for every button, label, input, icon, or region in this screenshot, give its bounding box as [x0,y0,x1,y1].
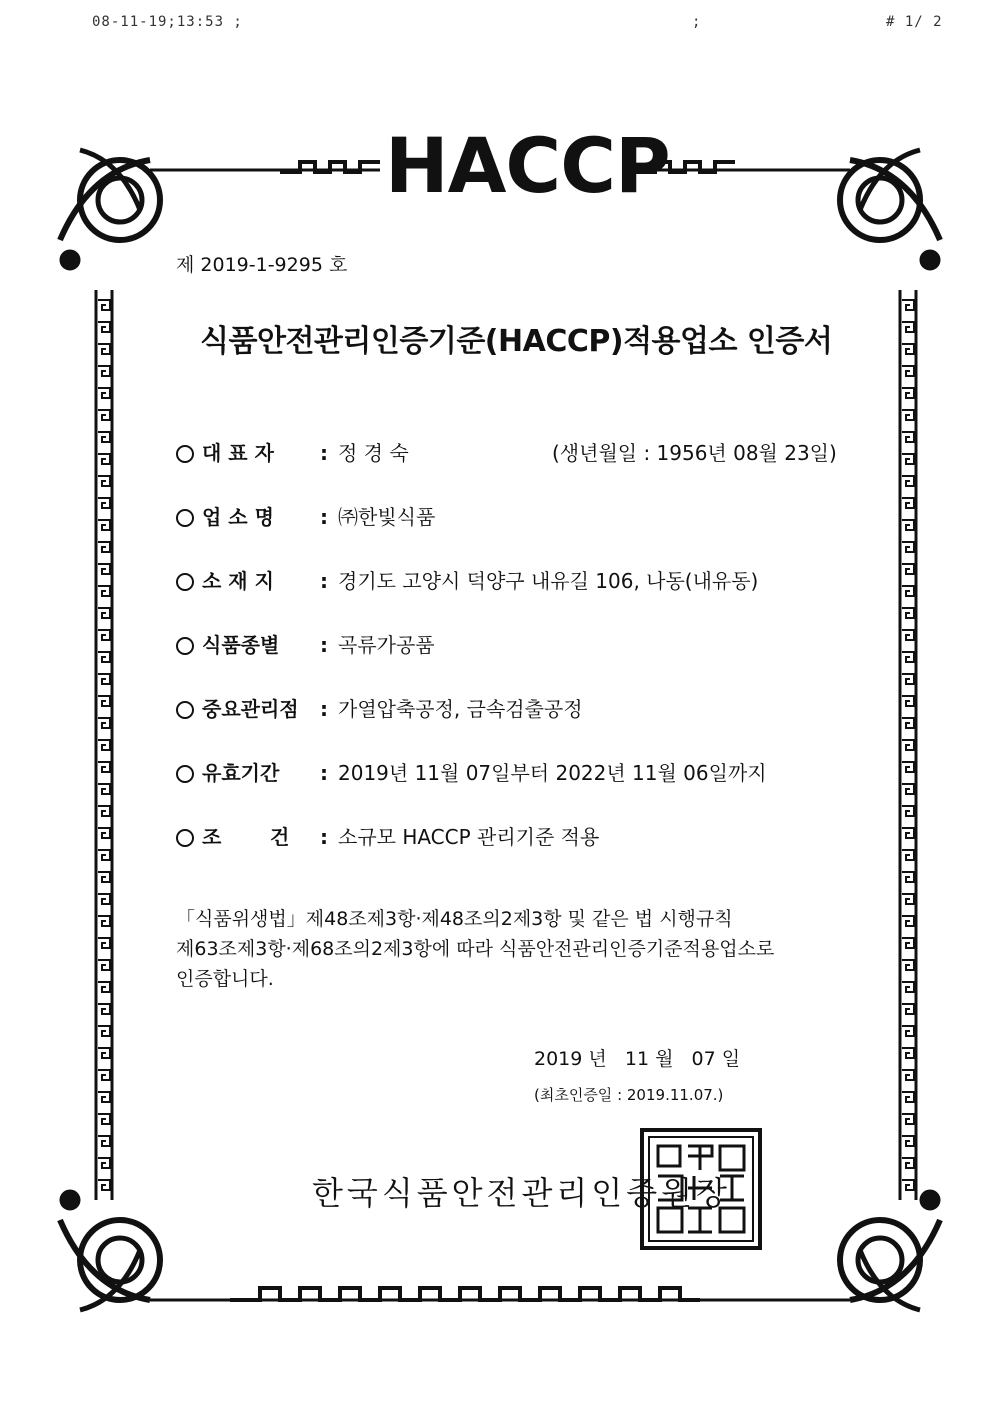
statement-line: 인증합니다. [176,968,274,990]
field-colon: : [320,569,328,593]
greek-key-segment [902,828,914,838]
field-value: 가열압축공정, 금속검출공정 [338,697,583,721]
greek-key-segment [98,828,110,838]
field-value: 소규모 HACCP 관리기준 적용 [338,825,600,849]
greek-key-segment [98,388,110,398]
field-food-type [176,630,435,660]
greek-key-segment [902,916,914,926]
greek-key-segment [902,630,914,640]
greek-key-segment [902,938,914,948]
bullet-circle-icon [176,765,194,783]
field-label: 식품종별 [202,633,280,657]
greek-key-segment [902,1048,914,1058]
field-label: 소 재 지 [202,569,274,593]
greek-key-segment [98,696,110,706]
greek-key-segment [98,542,110,552]
greek-key-segment [98,498,110,508]
greek-key-segment [902,784,914,794]
field-value: 정 경 숙 [338,441,409,465]
greek-key-segment [902,740,914,750]
greek-key-segment [902,608,914,618]
greek-key-segment [902,696,914,706]
greek-key-segment [902,652,914,662]
greek-key-segment [98,1070,110,1080]
greek-key-segment [902,322,914,332]
statement-line: 제63조제3항·제68조의2제3항에 따라 식품안전관리인증기준적용업소로 [176,938,775,960]
field-value: ㈜한빛식품 [338,505,436,529]
greek-key-segment [902,806,914,816]
greek-key-segment [98,520,110,530]
greek-key-segment [98,1004,110,1014]
greek-key-segment [98,718,110,728]
field-address [176,566,758,596]
field-label: 중요관리점 [202,697,299,721]
greek-key-segment [902,1158,914,1168]
greek-key-segment [98,762,110,772]
greek-key-segment [98,1136,110,1146]
greek-key-segment [98,938,110,948]
greek-key-segment [98,1180,110,1190]
greek-key-segment [902,1092,914,1102]
field-colon: : [320,633,328,657]
greek-key-segment [98,410,110,420]
greek-key-segment [98,806,110,816]
greek-key-segment [98,432,110,442]
greek-key-segment [902,388,914,398]
certificate-title: 식품안전관리인증기준(HACCP)적용업소 인증서 [200,324,833,359]
bullet-circle-icon [176,573,194,591]
greek-key-segment [902,850,914,860]
greek-key-segment [98,982,110,992]
greek-key-segment [902,1180,914,1190]
greek-key-segment [98,344,110,354]
greek-key-segment [902,366,914,376]
greek-key-segment [902,344,914,354]
greek-key-segment [98,1158,110,1168]
greek-key-segment [98,454,110,464]
field-label: 업 소 명 [202,505,274,529]
field-critical-control-point [176,694,583,724]
greek-key-segment [98,652,110,662]
field-validity-period [176,758,767,788]
haccp-banner-title: HACCP [385,121,670,210]
greek-key-segment [902,872,914,882]
field-colon: : [320,441,328,465]
greek-key-segment [98,1048,110,1058]
greek-key-segment [98,608,110,618]
greek-key-segment [98,630,110,640]
greek-key-segment [98,1026,110,1036]
bullet-circle-icon [176,509,194,527]
issuer-name: 한국식품안전관리인증원장 [312,1174,731,1212]
statement-line: 「식품위생법」제48조제3항·제48조의2제3항 및 같은 법 시행규칙 [176,908,733,930]
greek-key-segment [902,1070,914,1080]
greek-key-segment [98,894,110,904]
greek-key-segment [98,586,110,596]
field-colon: : [320,505,328,529]
greek-key-segment [902,476,914,486]
issue-date: 2019 년 11 월 07 일 [534,1048,741,1070]
certification-statement [176,904,856,994]
greek-key-segment [98,1092,110,1102]
field-value: 곡류가공품 [338,633,435,657]
greek-key-segment [98,784,110,794]
bullet-circle-icon [176,829,194,847]
field-label: 유효기간 [202,761,280,785]
greek-key-segment [902,982,914,992]
greek-key-segment [902,1026,914,1036]
greek-key-segment [902,498,914,508]
greek-key-segment [902,454,914,464]
seal-glyph-icon [644,1132,758,1246]
official-seal [640,1128,762,1250]
bullet-circle-icon [176,445,194,463]
greek-key-segment [98,300,110,310]
greek-key-segment [98,872,110,882]
greek-key-segment [98,1114,110,1124]
field-condition [176,822,599,852]
fax-header-mid: ; [692,14,702,30]
bullet-circle-icon [176,637,194,655]
greek-key-segment [902,1004,914,1014]
greek-key-segment [98,322,110,332]
field-representative [176,438,409,468]
first-certification-date: (최초인증일 : 2019.11.07.) [534,1086,724,1104]
greek-key-segment [98,850,110,860]
field-business-name [176,502,435,532]
greek-key-segment [902,520,914,530]
greek-key-segment [902,762,914,772]
field-label: 조 건 [202,825,290,849]
greek-key-segment [902,586,914,596]
bullet-circle-icon [176,701,194,719]
greek-key-segment [98,916,110,926]
greek-key-segment [98,366,110,376]
greek-key-segment [98,740,110,750]
greek-key-segment [902,564,914,574]
fax-header-page: # 1/ 2 [886,14,943,30]
field-value: 경기도 고양시 덕양구 내유길 106, 나동(내유동) [338,569,759,593]
certificate-number: 제 2019-1-9295 호 [176,254,348,276]
field-colon: : [320,761,328,785]
greek-key-segment [902,960,914,970]
greek-key-segment [902,894,914,904]
greek-key-segment [902,674,914,684]
greek-key-segment [902,1136,914,1146]
birth-date: (생년월일 : 1956년 08월 23일) [552,441,837,465]
greek-key-segment [902,718,914,728]
field-label: 대 표 자 [202,441,274,465]
field-value: 2019년 11월 07일부터 2022년 11월 06일까지 [338,761,767,785]
field-colon: : [320,697,328,721]
greek-key-segment [98,960,110,970]
field-colon: : [320,825,328,849]
fax-header-left: 08-11-19;13:53 ; [92,14,243,30]
greek-key-segment [902,542,914,552]
greek-key-segment [902,300,914,310]
greek-key-segment [98,564,110,574]
greek-key-segment [902,432,914,442]
greek-key-segment [902,410,914,420]
greek-key-segment [98,674,110,684]
greek-key-segment [98,476,110,486]
greek-key-segment [902,1114,914,1124]
